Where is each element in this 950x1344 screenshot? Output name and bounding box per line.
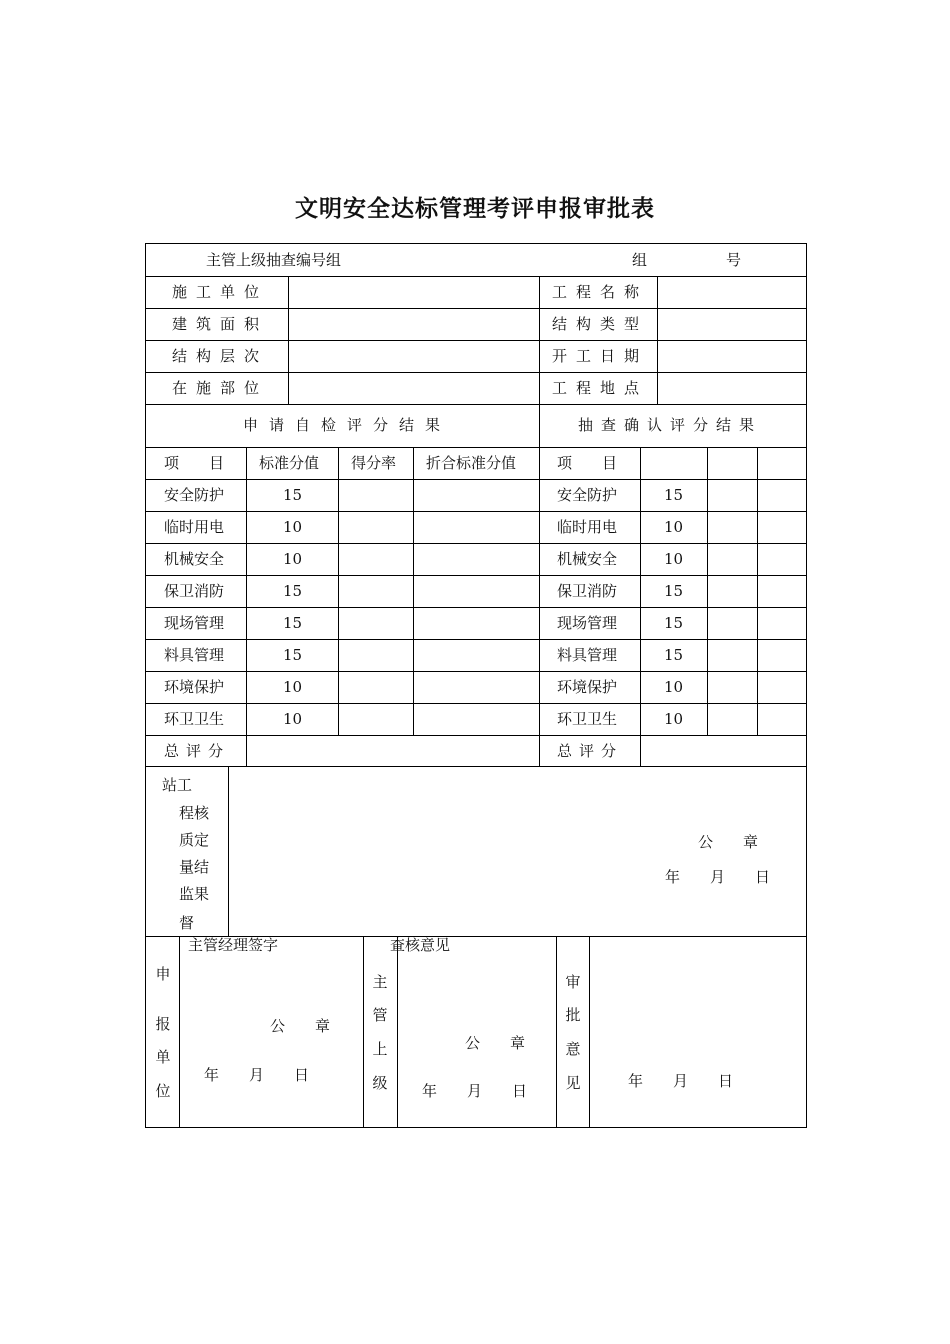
superior-char-3: 上 (372, 1040, 388, 1058)
spot-check-standard-score: 15 (664, 614, 684, 632)
self-check-score-rate-cell[interactable] (339, 704, 413, 735)
approve-char-2: 批 (565, 1006, 581, 1024)
self-check-item-name: 临时用电 (164, 518, 225, 536)
self-check-item-name: 料具管理 (164, 646, 225, 664)
superior-char-2: 管 (372, 1006, 388, 1024)
spot-check-standard-score: 10 (664, 710, 684, 728)
project-location-field[interactable] (658, 373, 806, 404)
spot-check-score-cell-2[interactable] (758, 544, 806, 575)
supervision-result-area[interactable] (229, 767, 806, 936)
self-check-item-name: 环卫卫生 (164, 710, 225, 728)
self-check-standard-score: 10 (283, 518, 303, 536)
supervision-label-line-2: 程核 (179, 804, 210, 822)
spot-check-standard-score: 15 (664, 646, 684, 664)
superior-char-4: 级 (372, 1074, 388, 1092)
spot-check-score-cell-2[interactable] (758, 672, 806, 703)
spot-check-score-cell-2[interactable] (758, 704, 806, 735)
building-area-label: 建筑面积 (172, 315, 269, 333)
number-label: 号 (726, 251, 742, 269)
spot-check-item-name: 环卫卫生 (557, 710, 618, 728)
apply-unit-date-label: 年 月 日 (204, 1066, 310, 1084)
approval-date-label: 年 月 日 (628, 1072, 734, 1090)
spot-check-item-name: 保卫消防 (557, 582, 618, 600)
structure-type-field[interactable] (658, 309, 806, 340)
total-score-field[interactable] (247, 736, 539, 766)
converted-score-column-header: 折合标准分值 (426, 454, 517, 472)
self-check-standard-score: 15 (283, 582, 303, 600)
self-check-score-rate-cell[interactable] (339, 512, 413, 543)
start-date-field[interactable] (658, 341, 806, 372)
construction-unit-label: 施工单位 (172, 283, 269, 301)
spot-check-item-name: 料具管理 (557, 646, 618, 664)
apply-unit-char-3: 单 (155, 1048, 171, 1066)
self-check-item-name: 机械安全 (164, 550, 225, 568)
self-check-standard-score: 10 (283, 710, 303, 728)
project-name-label: 工程名称 (552, 283, 649, 301)
self-check-standard-score: 15 (283, 486, 303, 504)
spot-check-item-name: 临时用电 (557, 518, 618, 536)
spot-check-score-cell-1[interactable] (708, 512, 757, 543)
spot-check-standard-score: 10 (664, 550, 684, 568)
spot-check-item-name: 环境保护 (557, 678, 618, 696)
structure-type-label: 结构类型 (552, 315, 649, 333)
self-check-score-rate-cell[interactable] (339, 576, 413, 607)
approve-char-4: 见 (565, 1074, 581, 1092)
self-check-standard-score: 10 (283, 678, 303, 696)
self-check-standard-score: 15 (283, 614, 303, 632)
spot-check-standard-score: 15 (664, 582, 684, 600)
apply-unit-char-2: 报 (155, 1015, 171, 1033)
apply-unit-char-4: 位 (155, 1082, 171, 1100)
self-check-standard-score: 10 (283, 550, 303, 568)
superior-seal-label: 公 章 (465, 1034, 526, 1052)
apply-unit-char-1: 申 (155, 965, 171, 983)
approve-char-3: 意 (565, 1040, 581, 1058)
construction-unit-field[interactable] (289, 277, 539, 308)
review-opinion-label: 查核意见 (390, 936, 451, 954)
self-check-score-rate-cell[interactable] (339, 672, 413, 703)
self-check-score-rate-cell[interactable] (339, 608, 413, 639)
self-check-converted-score-cell[interactable] (414, 704, 539, 735)
self-check-item-name: 安全防护 (164, 486, 225, 504)
start-date-label: 开工日期 (552, 347, 649, 365)
spot-check-score-cell-2[interactable] (758, 608, 806, 639)
self-check-converted-score-cell[interactable] (414, 608, 539, 639)
spot-check-section-title: 抽查确认评分结果 (578, 416, 763, 434)
current-part-label: 在施部位 (172, 379, 269, 397)
self-check-section-title: 申请自检评分结果 (243, 416, 452, 434)
spot-check-item-name: 安全防护 (557, 486, 618, 504)
self-check-converted-score-cell[interactable] (414, 480, 539, 511)
group-label: 组 (632, 251, 648, 269)
self-check-converted-score-cell[interactable] (414, 576, 539, 607)
project-name-field[interactable] (658, 277, 806, 308)
item-column-header: 项 目 (164, 454, 225, 472)
self-check-item-name: 保卫消防 (164, 582, 225, 600)
spot-check-score-cell-1[interactable] (708, 704, 757, 735)
self-check-score-rate-cell[interactable] (339, 480, 413, 511)
spot-total-score-field[interactable] (641, 736, 806, 766)
spot-check-item-name: 现场管理 (557, 614, 618, 632)
spot-check-score-cell-2[interactable] (758, 480, 806, 511)
supervision-label-line-5: 监果 (179, 885, 210, 903)
spot-check-score-cell-2[interactable] (758, 576, 806, 607)
spot-check-score-cell-2[interactable] (758, 512, 806, 543)
building-area-field[interactable] (289, 309, 539, 340)
spot-check-score-cell-1[interactable] (708, 480, 757, 511)
apply-unit-seal-label: 公 章 (270, 1017, 331, 1035)
supervision-date-label: 年 月 日 (665, 868, 771, 886)
spot-check-score-cell-1[interactable] (708, 576, 757, 607)
spot-check-standard-score: 10 (664, 678, 684, 696)
supervision-label-line-1: 站工 (162, 776, 193, 794)
spot-check-item-name: 机械安全 (557, 550, 618, 568)
approval-form-table (145, 243, 807, 1128)
spot-check-score-cell-1[interactable] (708, 640, 757, 671)
self-check-item-name: 现场管理 (164, 614, 225, 632)
project-location-label: 工程地点 (552, 379, 649, 397)
self-check-converted-score-cell[interactable] (414, 544, 539, 575)
superior-char-1: 主 (372, 973, 388, 991)
spot-check-standard-score: 10 (664, 518, 684, 536)
supervision-label-line-3: 质定 (179, 831, 210, 849)
form-title: 文明安全达标管理考评申报审批表 (295, 196, 655, 222)
self-check-score-rate-cell[interactable] (339, 640, 413, 671)
spot-check-score-cell-1[interactable] (708, 544, 757, 575)
self-check-standard-score: 15 (283, 646, 303, 664)
spot-total-score-label: 总评分 (557, 742, 624, 760)
current-part-field[interactable] (289, 373, 539, 404)
structure-floors-label: 结构层次 (172, 347, 269, 365)
supervision-label-line-4: 量结 (179, 858, 210, 876)
supervision-label-line-6: 督 (179, 914, 195, 932)
spot-check-score-cell-1[interactable] (708, 608, 757, 639)
superior-date-label: 年 月 日 (422, 1082, 528, 1100)
spot-check-score-cell-2[interactable] (758, 640, 806, 671)
spot-check-number-label: 主管上级抽查编号组 (206, 251, 342, 269)
manager-signature-label: 主管经理签字 (188, 936, 279, 954)
self-check-converted-score-cell[interactable] (414, 512, 539, 543)
spot-item-column-header: 项 目 (557, 454, 618, 472)
self-check-converted-score-cell[interactable] (414, 672, 539, 703)
approval-opinion-area[interactable] (590, 937, 806, 1126)
supervision-seal-label: 公 章 (698, 833, 759, 851)
self-check-converted-score-cell[interactable] (414, 640, 539, 671)
spot-check-standard-score: 15 (664, 486, 684, 504)
spot-check-score-cell-1[interactable] (708, 672, 757, 703)
manager-signature-area[interactable] (180, 956, 363, 1126)
self-check-item-name: 环境保护 (164, 678, 225, 696)
score-rate-column-header: 得分率 (351, 454, 397, 472)
standard-score-column-header: 标准分值 (259, 454, 320, 472)
structure-floors-field[interactable] (289, 341, 539, 372)
self-check-score-rate-cell[interactable] (339, 544, 413, 575)
total-score-label: 总评分 (164, 742, 231, 760)
approve-char-1: 审 (565, 973, 581, 991)
